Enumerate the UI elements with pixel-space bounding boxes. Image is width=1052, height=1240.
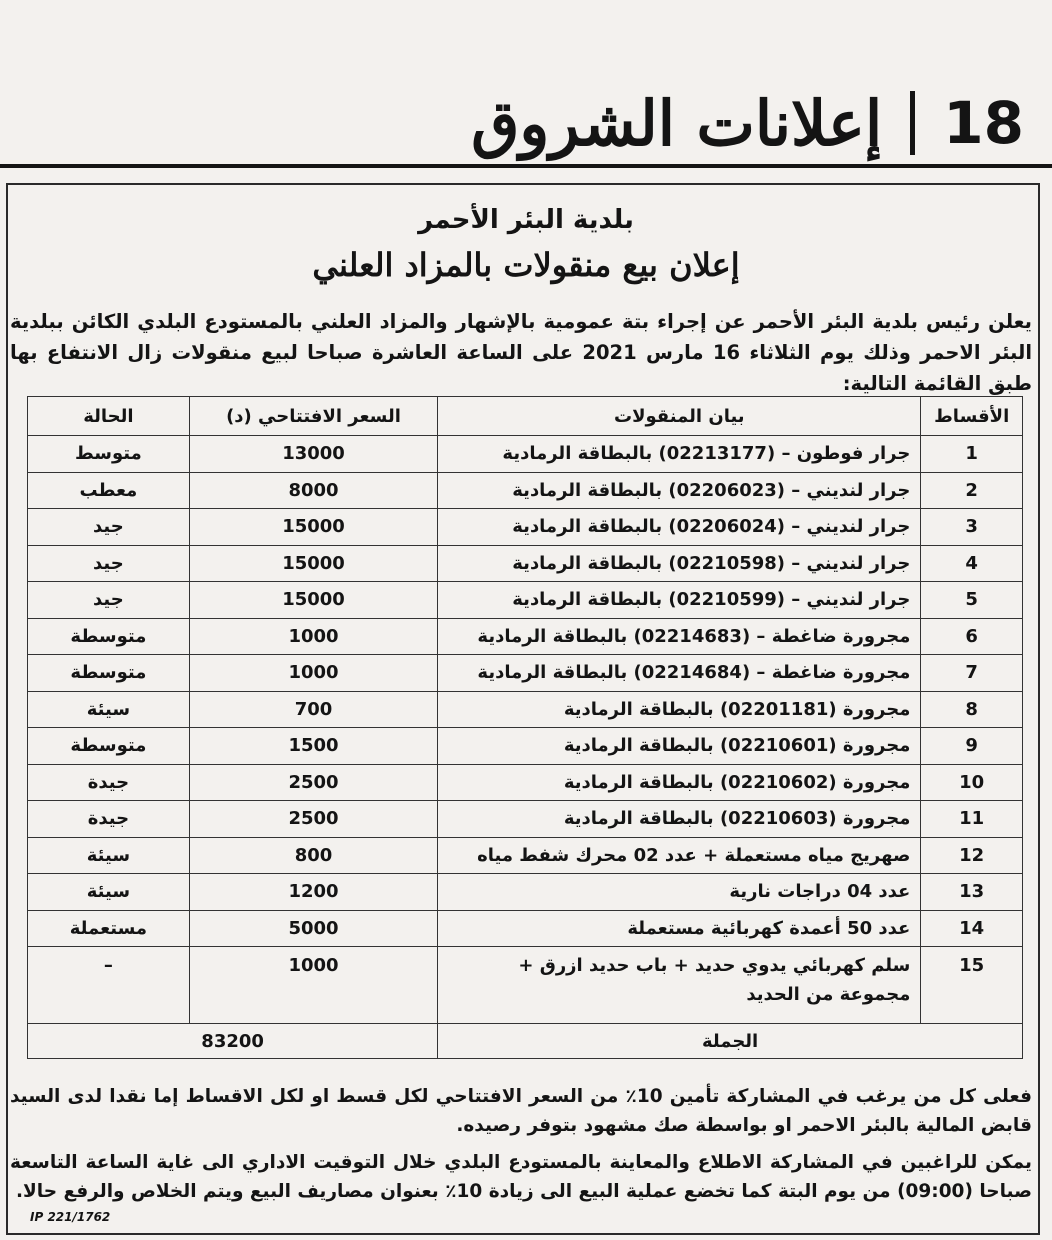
cell-price: 700	[189, 691, 437, 728]
table-row	[28, 874, 1023, 911]
cell-price: 15000	[189, 509, 437, 546]
cell-lot: 9	[921, 728, 1023, 765]
cell-condition: متوسط	[28, 436, 190, 473]
header-description: بيان المنقولات	[438, 397, 921, 436]
table-row	[28, 618, 1023, 655]
cell-price: 2500	[189, 764, 437, 801]
cell-lot: 1	[921, 436, 1023, 473]
ad-reference: IP 221/1762	[30, 1210, 111, 1224]
cell-description: عدد 04 دراجات نارية	[438, 874, 921, 911]
cell-description: مجرورة (02210602) بالبطاقة الرمادية	[438, 764, 921, 801]
table-row	[28, 691, 1023, 728]
cell-condition: متوسطة	[28, 728, 190, 765]
table-header-row	[28, 397, 1023, 436]
cell-description: جرار لنديني – (02210599) بالبطاقة الرمادية	[438, 582, 921, 619]
table-row	[28, 728, 1023, 765]
table-row	[28, 582, 1023, 619]
header-condition: الحالة	[28, 397, 190, 436]
table-row	[28, 655, 1023, 692]
cell-price: 13000	[189, 436, 437, 473]
municipality-name: بلدية البئر الأحمر	[418, 205, 634, 235]
cell-description: مجرورة ضاغطة – (02214684) بالبطاقة الرمادية	[438, 655, 921, 692]
cell-description: عدد 50 أعمدة كهربائية مستعملة	[438, 910, 921, 947]
cell-condition: متوسطة	[28, 655, 190, 692]
total-label: الجملة	[438, 1024, 1023, 1059]
cell-price: 1200	[189, 874, 437, 911]
cell-condition: جيد	[28, 582, 190, 619]
cell-condition: متوسطة	[28, 618, 190, 655]
cell-lot: 11	[921, 801, 1023, 838]
cell-lot: 4	[921, 545, 1023, 582]
cell-condition: سيئة	[28, 837, 190, 874]
cell-price: 1000	[189, 655, 437, 692]
table-row	[28, 801, 1023, 838]
cell-condition: جيد	[28, 509, 190, 546]
cell-description: جرار لنديني – (02210598) بالبطاقة الرمادية	[438, 545, 921, 582]
page-header	[380, 78, 1030, 168]
cell-price: 800	[189, 837, 437, 874]
cell-lot: 2	[921, 472, 1023, 509]
intro-paragraph: يعلن رئيس بلدية البئر الأحمر عن إجراء بتة عمومية بالإشهار والمزاد العلني بالمستودع البلدي الكائن ببلدية البئر الاحمر وذلك يوم الثلاثاء 16 مارس 2021 على الساعة العاشرة صباحا لبيع منقولات زال الانتفاع بها طبق القائمة التالية:	[10, 310, 1032, 395]
header-divider	[910, 91, 915, 155]
cell-description: مجرورة (02201181) بالبطاقة الرمادية	[438, 691, 921, 728]
announcement-title: إعلان بيع منقولات بالمزاد العلني	[312, 246, 740, 284]
cell-price: 1500	[189, 728, 437, 765]
table-row	[28, 947, 1023, 1024]
inspection-note: يمكن للراغبين في المشاركة الاطلاع والمعاينة بالمستودع البلدي خلال التوقيت الاداري الى غاية الساعة التاسعة صباحا (09:00) من يوم البتة كما تخضع عملية البيع الى زيادة 10٪ بعنوان مصاريف البيع ويتم الخلاص والرفع حالا.	[10, 1152, 1032, 1202]
cell-lot: 6	[921, 618, 1023, 655]
cell-condition: –	[28, 947, 190, 1024]
lots-table	[27, 396, 1023, 1059]
header-lot: الأقساط	[921, 397, 1023, 436]
table-row	[28, 545, 1023, 582]
cell-description: مجرورة (02210603) بالبطاقة الرمادية	[438, 801, 921, 838]
cell-lot: 12	[921, 837, 1023, 874]
total-row	[28, 1024, 1023, 1059]
table-row	[28, 764, 1023, 801]
table-row	[28, 436, 1023, 473]
header-price: السعر الافتتاحي (د)	[189, 397, 437, 436]
cell-description: مجرورة ضاغطة – (02214683) بالبطاقة الرمادية	[438, 618, 921, 655]
newspaper-section-title: إعلانات الشروق	[471, 86, 883, 160]
cell-lot: 13	[921, 874, 1023, 911]
header-rule	[0, 164, 1052, 168]
total-value: 83200	[28, 1024, 438, 1059]
cell-lot: 14	[921, 910, 1023, 947]
cell-description: سلم كهربائي يدوي حديد + باب حديد ازرق + مجموعة من الحديد	[438, 947, 921, 1024]
cell-condition: سيئة	[28, 691, 190, 728]
table-row	[28, 910, 1023, 947]
cell-price: 8000	[189, 472, 437, 509]
cell-condition: جيد	[28, 545, 190, 582]
cell-condition: جيدة	[28, 764, 190, 801]
cell-description: صهريج مياه مستعملة + عدد 02 محرك شفط مياه	[438, 837, 921, 874]
cell-price: 1000	[189, 947, 437, 1024]
cell-condition: جيدة	[28, 801, 190, 838]
table-row	[28, 509, 1023, 546]
cell-price: 15000	[189, 545, 437, 582]
cell-lot: 3	[921, 509, 1023, 546]
cell-lot: 15	[921, 947, 1023, 1024]
cell-condition: معطب	[28, 472, 190, 509]
cell-price: 2500	[189, 801, 437, 838]
cell-description: جرار لنديني – (02206023) بالبطاقة الرمادية	[438, 472, 921, 509]
cell-lot: 7	[921, 655, 1023, 692]
cell-price: 5000	[189, 910, 437, 947]
cell-price: 1000	[189, 618, 437, 655]
cell-description: جرار لنديني – (02206024) بالبطاقة الرمادية	[438, 509, 921, 546]
deposit-note: فعلى كل من يرغب في المشاركة تأمين 10٪ من السعر الافتتاحي لكل قسط او لكل الاقساط إما نقدا لدى السيد قابض المالية بالبئر الاحمر او بواسطة صك مشهود بتوفر رصيده.	[10, 1086, 1032, 1136]
cell-lot: 10	[921, 764, 1023, 801]
cell-price: 15000	[189, 582, 437, 619]
page-number: 18	[943, 89, 1024, 157]
table-row	[28, 472, 1023, 509]
table-row	[28, 837, 1023, 874]
cell-condition: سيئة	[28, 874, 190, 911]
cell-description: مجرورة (02210601) بالبطاقة الرمادية	[438, 728, 921, 765]
cell-description: جرار فوطون – (02213177) بالبطاقة الرمادية	[438, 436, 921, 473]
cell-lot: 8	[921, 691, 1023, 728]
cell-lot: 5	[921, 582, 1023, 619]
cell-condition: مستعملة	[28, 910, 190, 947]
